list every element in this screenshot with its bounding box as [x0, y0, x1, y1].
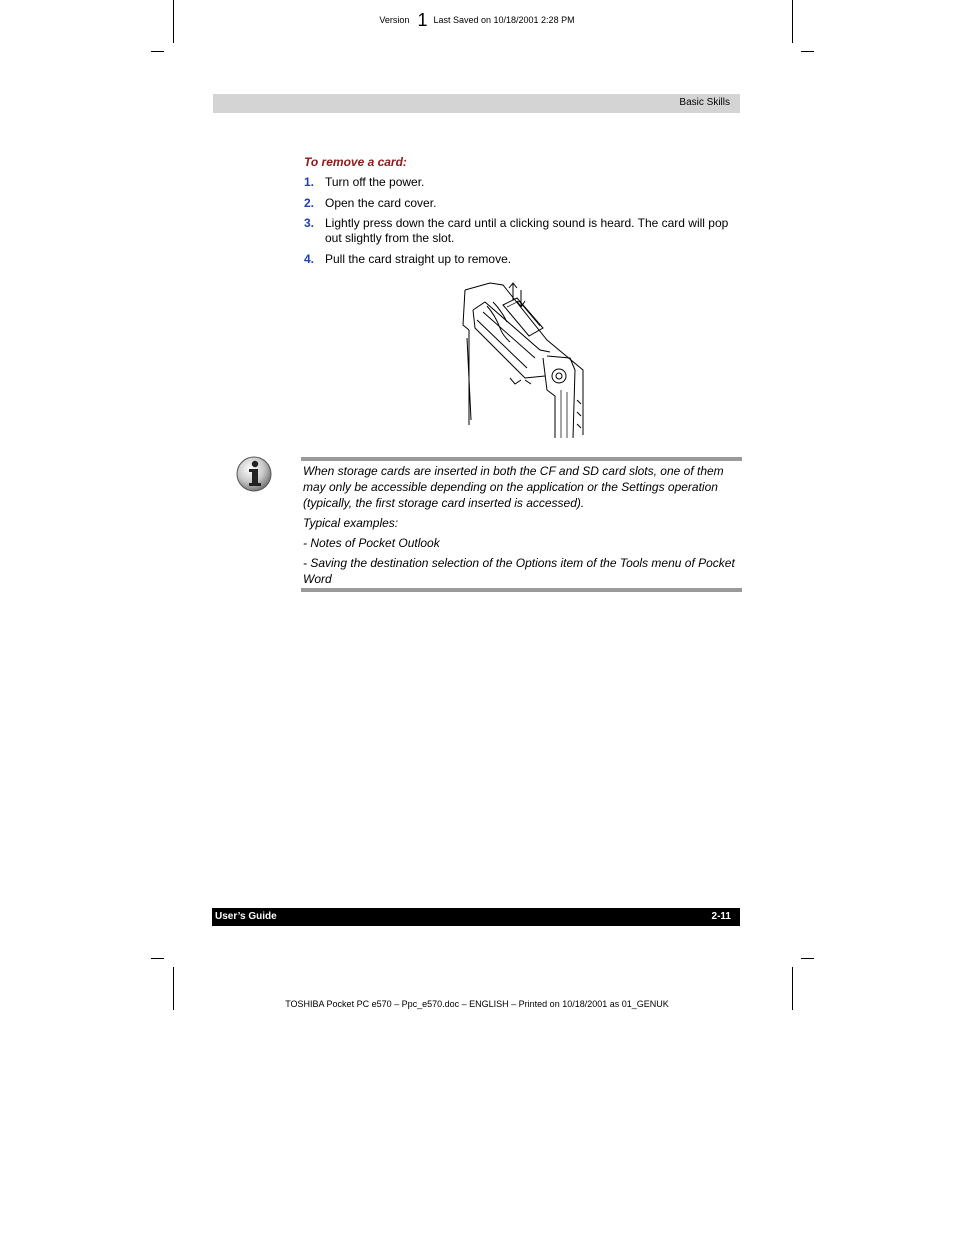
crop-mark	[151, 958, 164, 959]
step-item	[304, 175, 734, 190]
crop-mark	[801, 51, 814, 52]
section-title: To remove a card:	[304, 155, 407, 169]
step-number: 3.	[304, 216, 315, 230]
crop-mark	[801, 958, 814, 959]
step-text: Open the card cover.	[325, 195, 437, 210]
crop-mark	[151, 51, 164, 52]
note-example: - Saving the destination selection of the Options item of the Tools menu of Pocket Word	[303, 556, 735, 586]
note-example: - Notes of Pocket Outlook	[303, 536, 440, 550]
note-paragraph: When storage cards are inserted in both the CF and SD card slots, one of them may only be accessible depending on the application or the Settings operation (typically, the first storage card inserted is accessed).	[303, 464, 724, 510]
card-removal-illustration	[455, 280, 590, 440]
step-number: 4.	[304, 251, 315, 266]
print-info: TOSHIBA Pocket PC e570 – Ppc_e570.doc – ENGLISH – Printed on 10/18/2001 as 01_GENUK	[285, 999, 669, 1009]
version-number: 1	[417, 10, 428, 30]
last-saved: Last Saved on 10/18/2001 2:28 PM	[433, 15, 575, 25]
step-number: 1.	[304, 175, 315, 189]
step-text: Lightly press down the card until a clicking sound is heard. The card will pop out slightly from the slot.	[325, 216, 729, 245]
version-label: Version	[379, 15, 410, 25]
note-bottom-rule	[301, 588, 742, 592]
info-icon	[235, 455, 273, 493]
page-footer	[212, 908, 740, 926]
step-item	[304, 196, 734, 211]
step-number: 2.	[304, 195, 315, 210]
step-text: Pull the card straight up to remove.	[325, 251, 512, 266]
footer-guide-title: User’s Guide	[215, 911, 277, 922]
page-number: 2-11	[711, 911, 731, 922]
note-paragraph: Typical examples:	[303, 516, 399, 530]
step-item	[304, 252, 734, 267]
version-info	[0, 10, 954, 31]
chapter-title: Basic Skills	[679, 97, 730, 108]
note-top-rule	[301, 457, 742, 461]
step-text: Turn off the power.	[325, 175, 425, 189]
steps-list	[304, 175, 734, 272]
note-text	[303, 463, 739, 591]
step-item	[304, 216, 734, 246]
chapter-header	[213, 94, 740, 113]
